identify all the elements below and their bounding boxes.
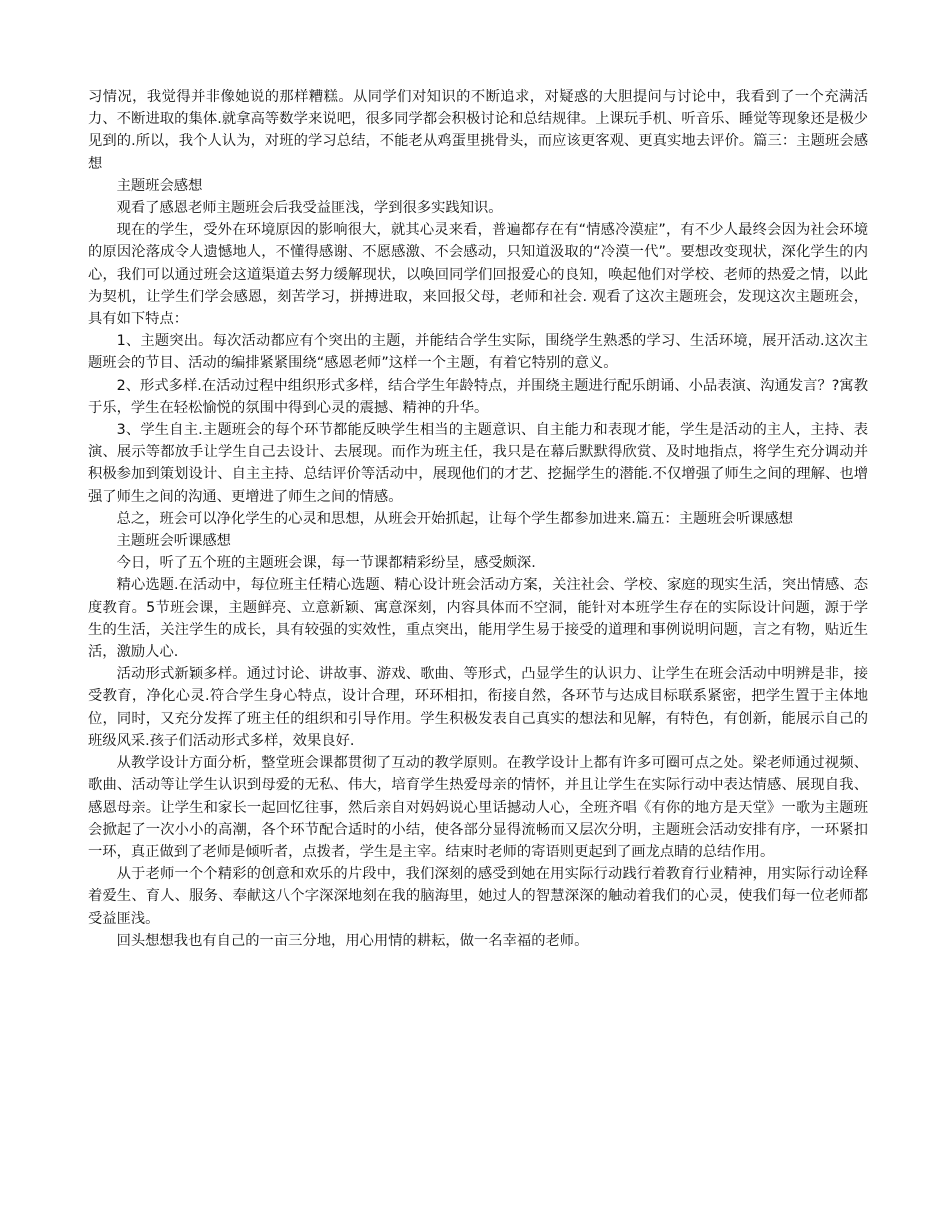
paragraph-4: 现在的学生，受外在环境原因的影响很大，就其心灵来看，普遍都存在有“情感冷漠症”，有不少人最终会因为社会环境的原因沦落成令人遗憾地人，不懂得感谢、不愿感激、不会感动，只知道汲取的“冷漠一代”。要想改变现状，深化学生的内心，我们可以通过班会这道渠道去努力缓解现状，以唤回同学们回报爱心的良知，唤起他们对学校、老师的热爱之情，以此为契机，让学生们学会感恩，刻苦学习，拼搏进取，来回报父母，老师和社会. 观看了这次主题班会，发现这次主题班会，具有如下特点：	[88, 222, 868, 328]
paragraph-6: 2、形式多样.在活动过程中组织形式多样，结合学生年龄特点，并围绕主题进行配乐朗诵、小品表演、沟通发言？?寓教于乐，学生在轻松愉悦的氛围中得到心灵的震撼、精神的升华。	[88, 377, 868, 416]
document-body	[88, 86, 868, 952]
paragraph-11: 精心选题.在活动中，每位班主任精心选题、精心设计班会活动方案，关注社会、学校、家庭的现实生活，突出情感、态度教育。5节班会课，主题鲜亮、立意新颖、寓意深刻，内容具体而不空洞，能针对本班学生存在的实际设计问题，源于学生的生活，关注学生的成长，具有较强的实效性，重点突出，能用学生易于接受的道理和事例说明问题，言之有物，贴近生活，激励人心.	[88, 577, 868, 661]
paragraph-3: 观看了感恩老师主题班会后我受益匪浅，学到很多实践知识。	[116, 200, 503, 217]
paragraph-13: 从教学设计方面分析，整堂班会课都贯彻了互动的教学原则。在教学设计上都有许多可圈可点之处。梁老师通过视频、歌曲、活动等让学生认识到母爱的无私、伟大，培育学生热爱母亲的情怀，并且让学生在实际行动中表达情感、展现自我、感恩母亲。让学生和家长一起回忆往事，然后亲自对妈妈说心里话撼动人心，全班齐唱《有你的地方是天堂》一歌为主题班会掀起了一次小小的高潮，各个环节配合适时的小结，使各部分显得流畅而又层次分明，主题班会活动安排有序，一环紧扣一环，真正做到了老师是倾听者，点拨者，学生是主宰。结束时老师的寄语则更起到了画龙点睛的总结作用。	[88, 755, 868, 860]
paragraph-7: 3、学生自主.主题班会的每个环节都能反映学生相当的主题意识、自主能力和表现才能，学生是活动的主人，主持、表演、展示等都放手让学生自己去设计、去展现。而作为班主任，我只是在幕后默默得欣赏、及时地指点，将学生充分调动并积极参加到策划设计、自主主持、总结评价等活动中，展现他们的才艺、挖掘学生的潜能.不仅增强了师生之间的理解、也增强了师生之间的沟通、更增进了师生之间的情感。	[88, 422, 868, 505]
paragraph-5: 1、主题突出。每次活动都应有个突出的主题，并能结合学生实际，围绕学生熟悉的学习、生活环境，展开活动.这次主题班会的节目、活动的编排紧紧围绕“感恩老师”这样一个主题，有着它特别的意义。	[88, 333, 868, 372]
paragraph-10: 今日，听了五个班的主题班会课，每一节课都精彩纷呈，感受颇深.	[116, 555, 536, 572]
paragraph-8: 总之，班会可以净化学生的心灵和思想，从班会开始抓起，让每个学生都参加进来.篇五：主题班会听课感想	[116, 510, 794, 527]
paragraph-14: 从于老师一个个精彩的创意和欢乐的片段中，我们深刻的感受到她在用实际行动践行着教育行业精神，用实际行动诠释着爱生、育人、服务、奉献这八个字深深地刻在我的脑海里，她过人的智慧深深的触动着我们的心灵，使我们每一位老师都受益匪浅。	[88, 866, 868, 927]
section-title-1: 主题班会感想	[116, 177, 203, 194]
paragraph-15: 回头想想我也有自己的一亩三分地，用心用情的耕耘，做一名幸福的老师。	[116, 932, 589, 949]
paragraph-12: 活动形式新颖多样。通过讨论、讲故事、游戏、歌曲、等形式，凸显学生的认识力、让学生在班会活动中明辨是非，接受教育，净化心灵.符合学生身心特点，设计合理，环环相扣，衔接自然，各环节与达成目标联系紧密，把学生置于主体地位，同时，又充分发挥了班主任的组织和引导作用。学生积极发表自己真实的想法和见解，有特色，有创新，能展示自己的班级风采.孩子们活动形式多样，效果良好.	[88, 666, 868, 749]
paragraph-1: 习情况，我觉得并非像她说的那样糟糕。从同学们对知识的不断追求，对疑惑的大胆提问与讨论中，我看到了一个充满活力、不断进取的集体.就拿高等数学来说吧，很多同学都会积极讨论和总结规律。上课玩手机、听音乐、睡觉等现象还是极少见到的.所以，我个人认为，对班的学习总结，不能老从鸡蛋里挑骨头，而应该更客观、更真实地去评价。篇三：主题班会感想	[88, 89, 868, 172]
section-title-2: 主题班会听课感想	[116, 533, 231, 550]
